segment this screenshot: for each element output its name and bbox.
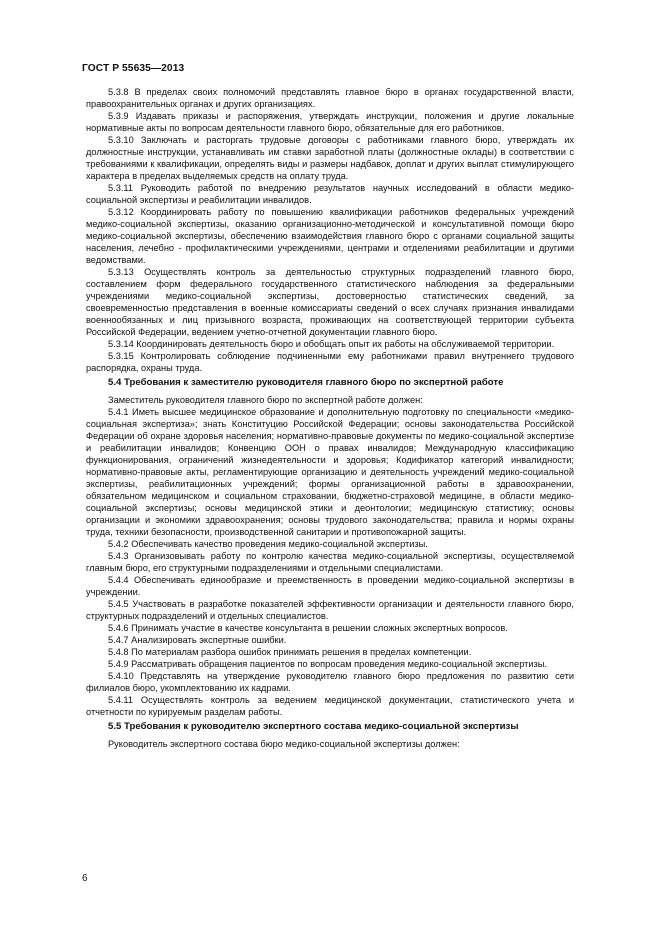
- paragraph-5-3-9: 5.3.9 Издавать приказы и распоряжения, утверждать инструкции, положения и другие локальные нормативные акты по вопросам деятельности главного бюро, обязательные для его работников.: [86, 111, 574, 133]
- document-code-header: ГОСТ Р 55635—2013: [82, 63, 185, 74]
- paragraph-5-4-intro: Заместитель руководителя главного бюро по экспертной работе должен:: [108, 395, 423, 405]
- paragraph-5-3-15: 5.3.15 Контролировать соблюдение подчиненными ему работниками правил внутреннего трудового распорядка, охраны труда.: [86, 351, 574, 373]
- paragraph-5-4-10: 5.4.10 Представлять на утверждение руководителю главного бюро предложения по развитию сети филиалов бюро, укомплектованию их кадрами.: [86, 671, 574, 693]
- paragraph-5-3-13: 5.3.13 Осуществлять контроль за деятельностью структурных подразделений главного бюро, составлением форм федерального государственного статистического наблюдения за федеральными учреждениями медико-социальной экспертизы, достоверностью статистических сведений, за своевременностью представления в военные комиссариаты сведений о всех случаях признания инвалидами военнообязанных и лиц призывного возраста, проживающих на соответствующей территории субъекта Российской Федерации, ведением учетно-отчетной документации главного бюро.: [86, 267, 574, 337]
- paragraph-5-3-10: 5.3.10 Заключать и расторгать трудовые договоры с работниками главного бюро, утверждать их должностные инструкции, устанавливать им ставки заработной платы (должностные оклады) в соответствии с требованиями к квалификации, определять виды и размеры надбавок, доплат и других выплат стимулирующего характера в пределах выделяемых средств на оплату труда.: [86, 135, 574, 181]
- paragraph-5-4-6: 5.4.6 Принимать участие в качестве консультанта в решении сложных экспертных вопросов.: [108, 623, 508, 633]
- paragraph-5-4-3: 5.4.3 Организовывать работу по контролю качества медико-социальной экспертизы, осуществляемой главным бюро, его структурными подразделениями и отдельными специалистами.: [86, 551, 574, 573]
- paragraph-5-4-4: 5.4.4 Обеспечивать единообразие и преемственность в проведении медико-социальной экспертизы в учреждении.: [86, 575, 574, 597]
- paragraph-5-4-5: 5.4.5 Участвовать в разработке показателей эффективности организации и деятельности главного бюро, структурных подразделений и отдельных специалистов.: [86, 599, 574, 621]
- paragraph-5-3-14: 5.3.14 Координировать деятельность бюро и обобщать опыт их работы на обслуживаемой территории.: [108, 339, 555, 349]
- paragraph-5-4-1: 5.4.1 Иметь высшее медицинское образование и дополнительную подготовку по специальности «медико-социальная экспертиза»; знать Конституцию Российской Федерации; основы законодательства Российской Федерации об охране здоровья населения; нормативно-правовые документы по медико-социальной экспертизе и реабилитации инвалидов; Конвенцию ООН о правах инвалидов; Международную классификацию функционирования, ограничений жизнедеятельности и здоровья; Кодификатор категорий инвалидности; нормативно-правовые акты, регламентирующие организацию и деятельность учреждений медико-социальной экспертизы, реабилитационных учреждений; формы организационной работы в здравоохранении, обязательном медицинском и социальном страховании, бюджетно-страховой медицине, в области медико-социальной экспертизы; основы медицинской этики и деонтологии; медицинскую статистику; основы организации и экономики здравоохранения; основы трудового законодательства; правила и нормы охраны труда, техники безопасности, производственной санитарии и противопожарной защиты.: [86, 407, 574, 537]
- paragraph-5-4-8: 5.4.8 По материалам разбора ошибок принимать решения в пределах компетенции.: [108, 647, 472, 657]
- page-number: 6: [82, 873, 88, 884]
- paragraph-5-3-12: 5.3.12 Координировать работу по повышению квалификации работников федеральных учреждений медико-социальной экспертизы, оказанию организационно-методической и консультативной помощи бюро медико-социальной экспертизы, обеспечению взаимодействия главного бюро с органами социальной защиты населения, лечебно - профилактическими учреждениями, центрами и отделениями реабилитации и другими ведомствами.: [86, 207, 574, 265]
- paragraph-5-4-2: 5.4.2 Обеспечивать качество проведения медико-социальной экспертизы.: [108, 539, 428, 549]
- paragraph-5-3-11: 5.3.11 Руководить работой по внедрению результатов научных исследований в области медико-социальной экспертизы и реабилитации инвалидов.: [86, 183, 574, 205]
- paragraph-5-4-11: 5.4.11 Осуществлять контроль за ведением медицинской документации, статистического учета и отчетности по курируемым разделам работы.: [86, 695, 574, 717]
- section-heading-5-4: 5.4 Требования к заместителю руководителя главного бюро по экспертной работе: [108, 377, 504, 388]
- paragraph-5-5-intro: Руководитель экспертного состава бюро медико-социальной экспертизы должен:: [108, 739, 460, 749]
- paragraph-5-3-8: 5.3.8 В пределах своих полномочий представлять главное бюро в органах государственной власти, правоохранительных органах и других организациях.: [86, 87, 574, 109]
- paragraph-5-4-7: 5.4.7 Анализировать экспертные ошибки.: [108, 635, 287, 645]
- paragraph-5-4-9: 5.4.9 Рассматривать обращения пациентов по вопросам проведения медико-социальной экспертизы.: [108, 659, 547, 669]
- document-body: [86, 86, 574, 750]
- section-heading-5-5: 5.5 Требования к руководителю экспертного состава медико-социальной экспертизы: [108, 721, 519, 732]
